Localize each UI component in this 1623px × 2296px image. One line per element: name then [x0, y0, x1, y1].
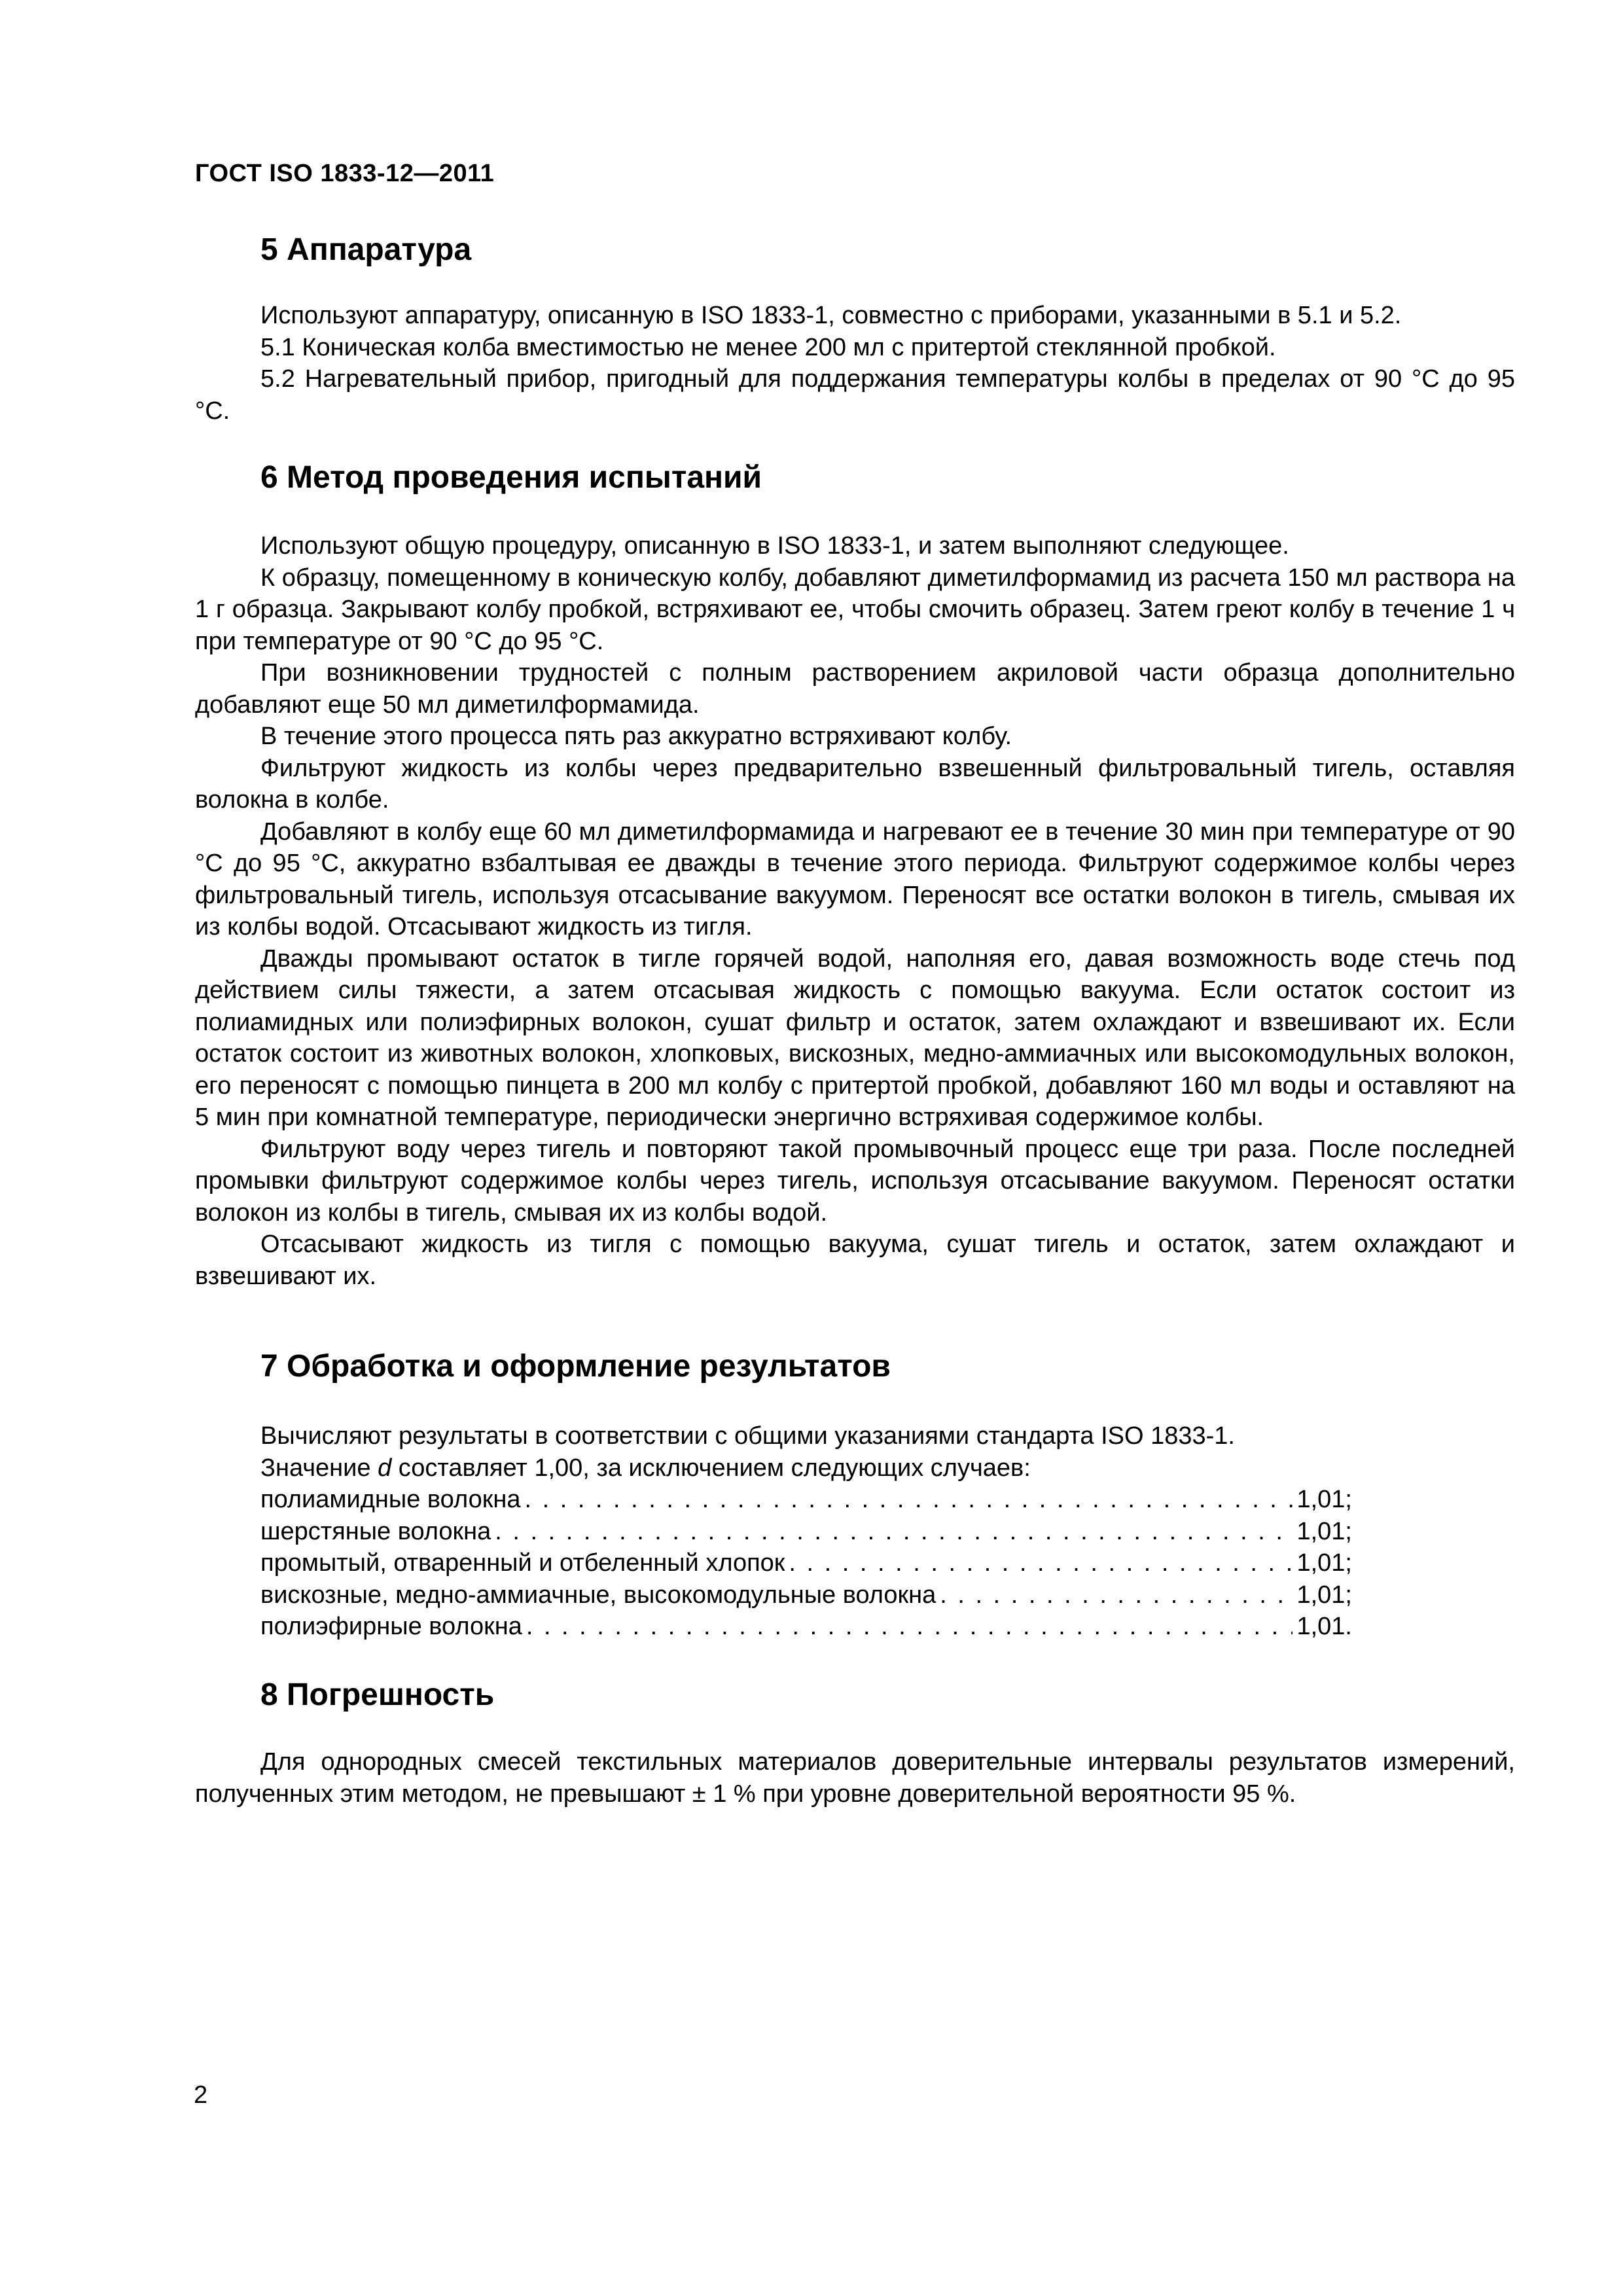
text-fragment: составляет 1,00, за исключением следующих случаев: — [391, 1454, 1031, 1482]
list-item — [260, 1547, 1352, 1579]
leader-dots — [789, 1547, 1293, 1579]
section-5 — [195, 230, 1515, 427]
item-value: 1,01; — [1296, 1486, 1352, 1513]
item-label: полиамидные волокна — [260, 1486, 521, 1513]
paragraph: Фильтруют жидкость из колбы через предварительно взвешенный фильтровальный тигель, оставляя волокна в колбе. — [195, 754, 1515, 814]
list-item — [260, 1611, 1352, 1643]
list-item — [260, 1516, 1352, 1548]
coefficient-list — [195, 1484, 1515, 1643]
variable-d: d — [378, 1454, 392, 1482]
paragraph: 5.1 Коническая колба вместимостью не менее 200 мл с притертой стеклянной пробкой. — [260, 333, 1276, 361]
section-title: 8 Погрешность — [260, 1677, 495, 1712]
item-value: 1,01; — [1296, 1517, 1352, 1545]
section-8 — [195, 1676, 1515, 1810]
section-title: 5 Аппаратура — [260, 232, 472, 267]
section-6 — [195, 458, 1515, 1292]
item-label: полиэфирные волокна — [260, 1613, 522, 1640]
leader-dots — [524, 1484, 1293, 1516]
list-item — [260, 1484, 1352, 1516]
list-item — [260, 1579, 1352, 1611]
paragraph: Для однородных смесей текстильных материалов доверительные интервалы результатов измерений, полученных этим методом, не превышают ± 1 % при уровне доверительной вероятности 95 %. — [195, 1748, 1515, 1808]
item-value: 1,01; — [1296, 1549, 1352, 1577]
paragraph: Добавляют в колбу еще 60 мл диметилформамида и нагревают ее в течение 30 мин при температуре от 90 °С до 95 °С, аккуратно взбалтывая ее дважды в течение этого периода. Фильтруют содержимое колбы через фильтровальный тигель, используя отсасывание вакуумом. Переносят все остатки волокон в тигель, смывая их из колбы водой. Отсасывают жидкость из тигля. — [195, 817, 1515, 941]
section-7 — [195, 1347, 1515, 1643]
section-title: 6 Метод проведения испытаний — [260, 460, 762, 495]
page-number: 2 — [194, 2081, 208, 2109]
item-label: вискозные, медно-аммиачные, высокомодульные волокна — [260, 1581, 936, 1609]
paragraph: Используют аппаратуру, описанную в ISO 1833-1, совместно с приборами, указанными в 5.1 и 5.2. — [260, 302, 1402, 329]
document-header: ГОСТ ISO 1833-12—2011 — [195, 160, 495, 187]
paragraph: Дважды промывают остаток в тигле горячей водой, наполняя его, давая возможность воде стечь под действием силы тяжести, а затем отсасывая жидкость с помощью вакуума. Если остаток состоит из полиамидных или полиэфирных волокон, сушат фильтр и остаток, затем охлаждают и взвешивают их. Если остаток состоит из животных волокон, хлопковых, вискозных, медно-аммиачных или высокомодульных волокон, его переносят с помощью пинцета в 200 мл колбу с притертой пробкой, добавляют 160 мл воды и оставляют на 5 мин при комнатной температуре, периодически энергично встряхивая содержимое колбы. — [195, 944, 1515, 1131]
paragraph: 5.2 Нагревательный прибор, пригодный для поддержания температуры колбы в пределах от 90 °С до 95 °С. — [195, 365, 1515, 425]
leader-dots — [526, 1611, 1293, 1643]
paragraph: Используют общую процедуру, описанную в ISO 1833-1, и затем выполняют следующее. — [260, 532, 1289, 560]
paragraph: Вычисляют результаты в соответствии с общими указаниями стандарта ISO 1833-1. — [260, 1422, 1235, 1450]
paragraph: Отсасывают жидкость из тигля с помощью вакуума, сушат тигель и остаток, затем охлаждают и взвешивают их. — [195, 1230, 1515, 1290]
paragraph — [195, 1452, 1515, 1484]
item-value: 1,01. — [1296, 1613, 1352, 1640]
paragraph: К образцу, помещенному в коническую колбу, добавляют диметилформамид из расчета 150 мл раствора на 1 г образца. Закрывают колбу пробкой, встряхивают ее, чтобы смочить образец. Затем греют колбу в течение 1 ч при температуре от 90 °С до 95 °С. — [195, 564, 1515, 655]
item-label: промытый, отваренный и отбеленный хлопок — [260, 1549, 785, 1577]
text-fragment: Значение — [260, 1454, 378, 1482]
item-value: 1,01; — [1296, 1581, 1352, 1609]
paragraph: В течение этого процесса пять раз аккуратно встряхивают колбу. — [260, 723, 1012, 750]
leader-dots — [940, 1579, 1293, 1611]
leader-dots — [495, 1516, 1293, 1548]
section-title: 7 Обработка и оформление результатов — [260, 1349, 891, 1384]
paragraph: При возникновении трудностей с полным растворением акриловой части образца дополнительно добавляют еще 50 мл диметилформамида. — [195, 659, 1515, 719]
item-label: шерстяные волокна — [260, 1517, 491, 1545]
paragraph: Фильтруют воду через тигель и повторяют такой промывочный процесс еще три раза. После последней промывки фильтруют содержимое колбы через тигель, используя отсасывание вакуумом. Переносят остатки волокон из колбы в тигель, смывая их из колбы водой. — [195, 1135, 1515, 1227]
